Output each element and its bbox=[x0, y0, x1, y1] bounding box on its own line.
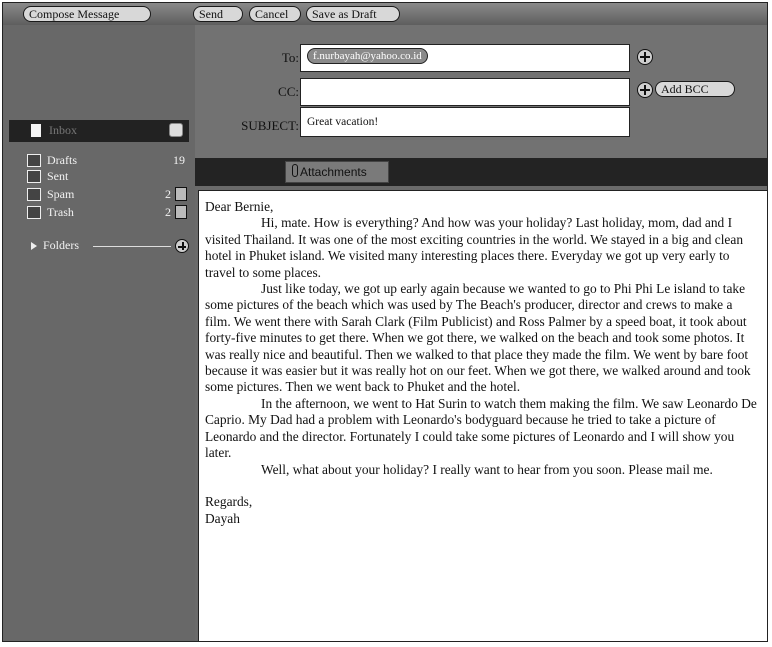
attachments-label: Attachments bbox=[300, 165, 367, 179]
trash-count: 2 bbox=[165, 205, 171, 219]
folder-label: Trash bbox=[47, 205, 74, 219]
add-bcc-button[interactable]: Add BCC bbox=[655, 81, 735, 97]
message-paragraph: Hi, mate. How is everything? And how was your holiday? Last holiday, mom, dad and I visited Thailand. It was one of the most exciting countries in the world. We stayed in a big and clean hotel in Phuket island. We visited many interesting places there. Everyday we got up very early to travel to some places. bbox=[205, 215, 744, 280]
attachments-bar bbox=[195, 158, 768, 186]
message-greeting: Dear Bernie, bbox=[205, 199, 274, 214]
message-paragraph: Just like today, we got up early again because we wanted to go to Phi Phi Le island to take some pictures of the beach which was used by The Beach's producer, director and crews to make a film. We went there with Sarah Clark (Film Publicist) and Ross Palmer by a speed boat, it took about forty-five minutes to get there. When we got there, we walked on the beach and took some photos. It was really nice and beautiful. Then we walked to that place they made the film. We went by bare foot because it was easier but it was really hot on our feet. When we got there, we walked around and took some pictures. Then we went back to Phuket and the hotel. bbox=[205, 281, 751, 395]
empty-trash-icon[interactable] bbox=[175, 205, 187, 219]
folder-label: Spam bbox=[47, 187, 75, 201]
to-label: To: bbox=[281, 50, 299, 65]
message-paragraph: In the afternoon, we went to Hat Surin to watch them making the film. We saw Leonardo De Caprio. My Dad had a problem with Leonardo's bodyguard because he tried to take a picture of Leonardo and the director. Fortunately I could take some pictures of Leonardo and I will show you later. bbox=[205, 395, 757, 461]
to-field[interactable] bbox=[300, 44, 630, 72]
add-cc-icon[interactable] bbox=[637, 82, 653, 98]
sidebar-item-drafts[interactable] bbox=[27, 153, 187, 169]
attachments-button[interactable] bbox=[285, 161, 389, 183]
spam-count: 2 bbox=[165, 187, 171, 201]
send-button[interactable]: Send bbox=[193, 6, 243, 22]
sent-icon bbox=[27, 170, 41, 183]
compose-message-button[interactable]: Compose Message bbox=[23, 6, 151, 22]
spam-icon bbox=[27, 188, 41, 201]
add-recipient-icon[interactable] bbox=[637, 49, 653, 65]
message-closing: Regards, bbox=[205, 494, 253, 510]
subject-label: SUBJECT: bbox=[241, 118, 299, 133]
drafts-icon bbox=[27, 154, 41, 167]
sidebar-item-sent[interactable] bbox=[27, 169, 187, 185]
cc-field[interactable] bbox=[300, 78, 630, 106]
inbox-icon bbox=[31, 124, 41, 137]
folders-label: Folders bbox=[43, 238, 79, 252]
message-body[interactable] bbox=[198, 190, 768, 642]
refresh-icon[interactable] bbox=[169, 123, 183, 137]
sidebar-item-trash[interactable] bbox=[27, 205, 187, 221]
folder-sidebar bbox=[3, 25, 195, 642]
message-paragraph: Well, what about your holiday? I really want to hear from you soon. Please mail me. bbox=[261, 461, 713, 477]
spacer bbox=[205, 478, 761, 494]
inbox-label: Inbox bbox=[49, 123, 77, 137]
folder-label: Drafts bbox=[47, 153, 77, 167]
trash-icon bbox=[27, 206, 41, 219]
empty-spam-icon[interactable] bbox=[175, 187, 187, 201]
drafts-count: 19 bbox=[173, 153, 185, 167]
expand-triangle-icon bbox=[31, 242, 37, 250]
message-signature: Dayah bbox=[205, 510, 240, 526]
cc-label: CC: bbox=[278, 84, 299, 99]
save-as-draft-button[interactable]: Save as Draft bbox=[306, 6, 400, 22]
paperclip-icon bbox=[292, 164, 298, 177]
folders-divider bbox=[93, 246, 171, 247]
folder-label: Sent bbox=[47, 169, 69, 183]
top-toolbar bbox=[3, 3, 767, 26]
subject-field[interactable]: Great vacation! bbox=[300, 107, 630, 137]
add-folder-icon[interactable] bbox=[175, 239, 189, 253]
cancel-button[interactable]: Cancel bbox=[249, 6, 301, 22]
sidebar-item-spam[interactable] bbox=[27, 187, 187, 203]
email-client-window bbox=[2, 2, 768, 642]
recipient-chip[interactable]: f.nurbayah@yahoo.co.id bbox=[307, 48, 428, 64]
sidebar-item-folders[interactable] bbox=[27, 238, 187, 254]
sidebar-item-inbox[interactable] bbox=[9, 120, 189, 142]
